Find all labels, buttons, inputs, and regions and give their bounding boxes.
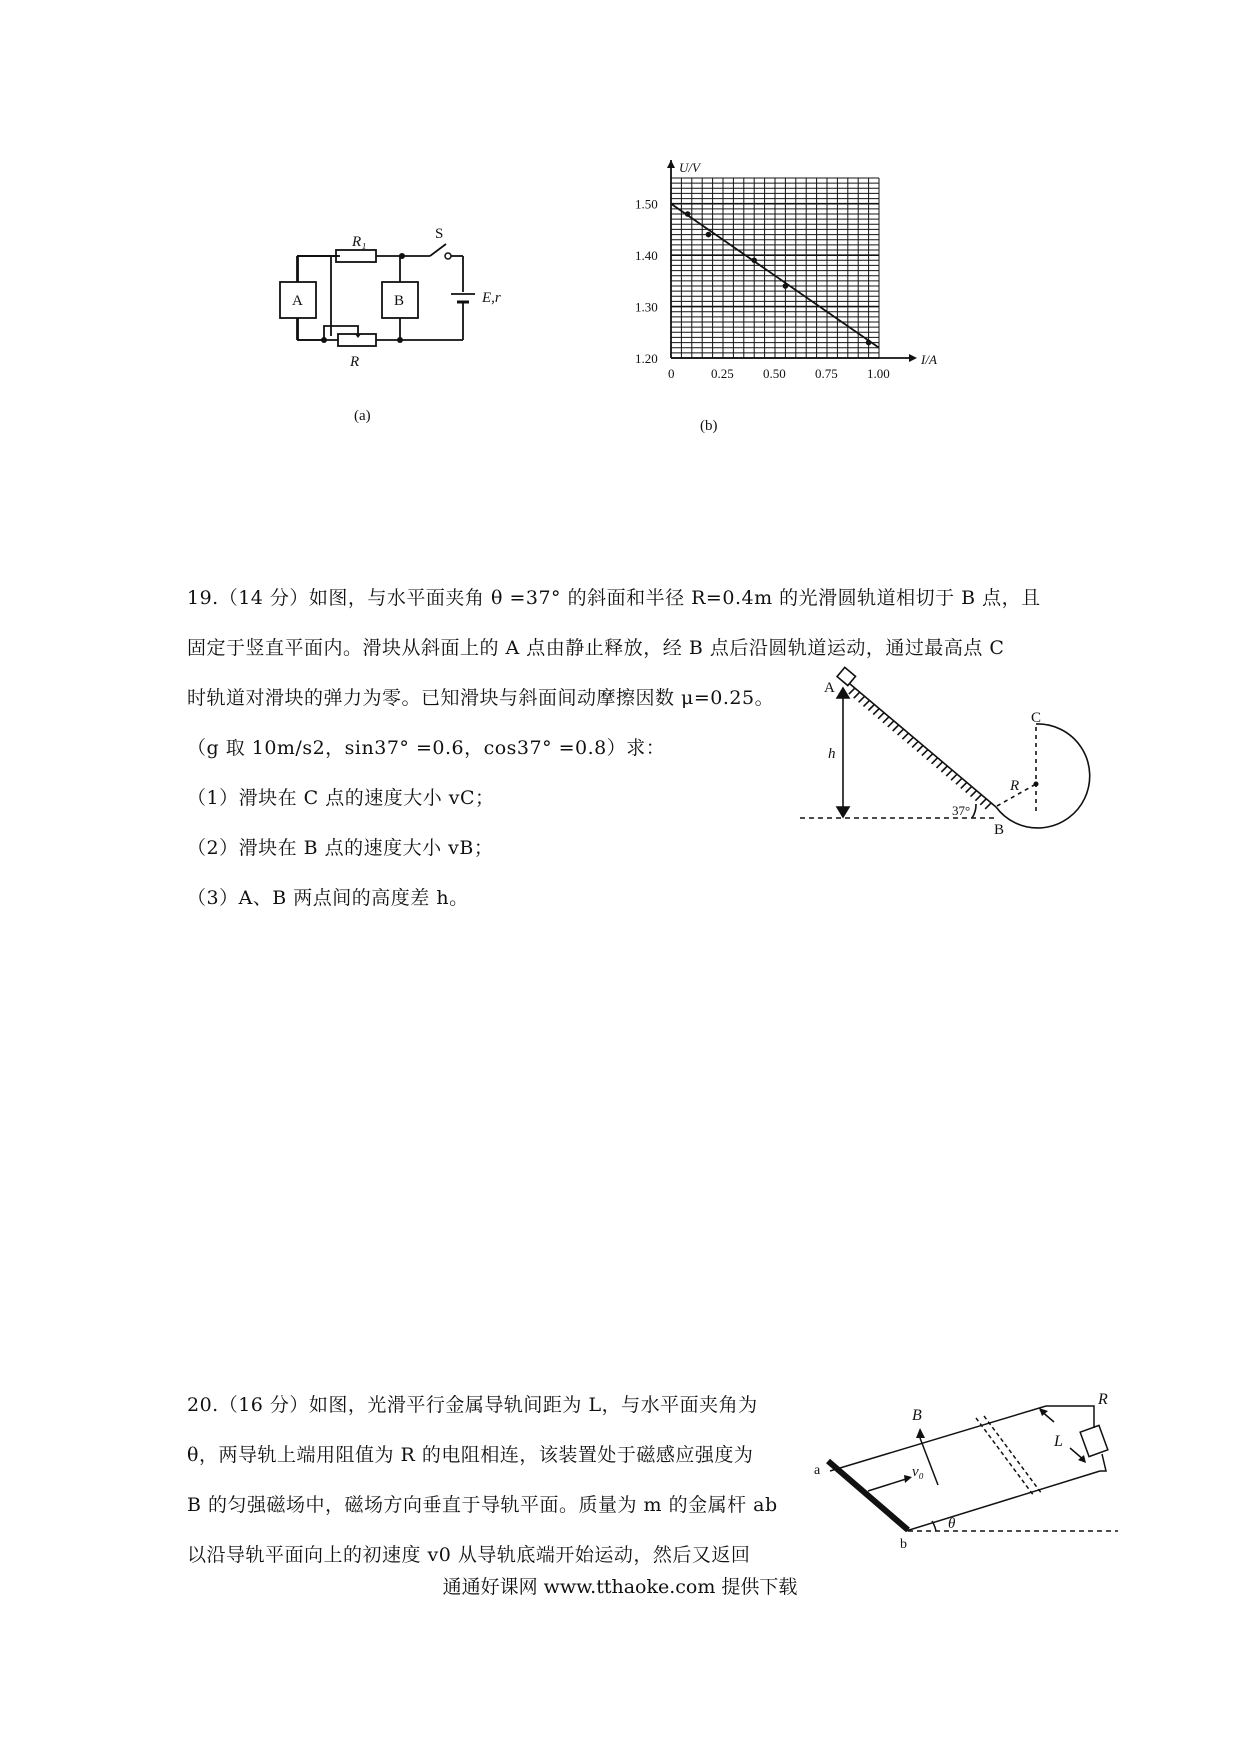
q19-line: 时轨道对滑块的弹力为零。已知滑块与斜面间动摩擦因数 μ=0.25。 (187, 687, 775, 709)
q19-line: 19.（14 分）如图，与水平面夹角 θ =37° 的斜面和半径 R=0.4m 的光滑圆轨道相切于 B 点，且 (187, 587, 1041, 609)
label-R1: R₁ (352, 234, 367, 250)
q19-line: 固定于竖直平面内。滑块从斜面上的 A 点由静止释放，经 B 点后沿圆轨道运动，通过最高点 C (187, 637, 1005, 659)
x-tick-label: 0.75 (815, 366, 838, 381)
data-point (685, 211, 691, 217)
q19-line: （3）A、B 两点间的高度差 h。 (187, 887, 469, 909)
label-L: L (1054, 1433, 1063, 1450)
y-axis-label: U/V (679, 160, 700, 175)
q20-line: θ，两导轨上端用阻值为 R 的电阻相连，该装置处于磁感应强度为 (187, 1444, 754, 1466)
x-axis-arrow (909, 354, 917, 362)
x-axis-label: I/A (921, 352, 937, 367)
q20-line: B 的匀强磁场中，磁场方向垂直于导轨平面。质量为 m 的金属杆 ab (187, 1494, 778, 1516)
y-tick-label: 1.50 (635, 196, 658, 212)
y-tick-label: 1.40 (635, 248, 658, 264)
q19-line: （g 取 10m/s2，sin37° =0.6，cos37° =0.8）求： (187, 737, 666, 759)
q19-line: （1）滑块在 C 点的速度大小 vC； (187, 787, 495, 809)
rail-rod-figure (808, 1378, 1118, 1552)
label-angle: 37° (952, 803, 971, 818)
q20-line: 以沿导轨平面向上的初速度 v0 从导轨底端开始运动，然后又返回 (187, 1544, 751, 1566)
circuit-figure-a (292, 226, 540, 438)
x-tick-label: 0.25 (711, 366, 734, 381)
x-tick-label: 1.00 (867, 366, 890, 381)
q19-line: （2）滑块在 B 点的速度大小 vB； (187, 837, 494, 859)
ui-graph-figure-b (608, 160, 938, 450)
caption-b: (b) (700, 418, 718, 434)
data-point (783, 283, 789, 289)
label-C: C (1031, 710, 1042, 726)
q20-text (187, 1380, 778, 1580)
label-B: B (912, 1407, 922, 1424)
y-tick-label: 1.20 (635, 351, 658, 366)
label-theta: θ (948, 1516, 956, 1532)
chart-grid (671, 178, 879, 358)
data-point (706, 232, 712, 238)
q20-line: 20.（16 分）如图，光滑平行金属导轨间距为 L，与水平面夹角为 (187, 1394, 758, 1416)
label-R: R (1098, 1391, 1108, 1408)
label-B: B (994, 822, 1005, 838)
label-h: h (828, 746, 836, 762)
x-tick-label: 0 (668, 366, 675, 381)
y-axis-arrow (667, 160, 675, 168)
incline-loop-figure (800, 672, 1100, 852)
caption-a: (a) (354, 408, 371, 424)
label-A: A (824, 680, 835, 696)
label-v0: v₀ (912, 1464, 924, 1480)
label-B: B (394, 293, 405, 309)
label-S: S (435, 226, 444, 242)
x-tick-label: 0.50 (763, 366, 786, 381)
label-A: A (292, 293, 303, 309)
page-footer: 通通好课网 www.tthaoke.com 提供下载 (442, 1576, 798, 1598)
data-point (751, 257, 757, 263)
label-R: R (1010, 778, 1020, 794)
label-R: R (350, 354, 360, 370)
label-a: a (814, 1463, 821, 1478)
label-b: b (900, 1537, 907, 1552)
label-Er: E,r (482, 290, 501, 306)
data-point (866, 340, 872, 346)
y-tick-label: 1.30 (635, 299, 658, 315)
